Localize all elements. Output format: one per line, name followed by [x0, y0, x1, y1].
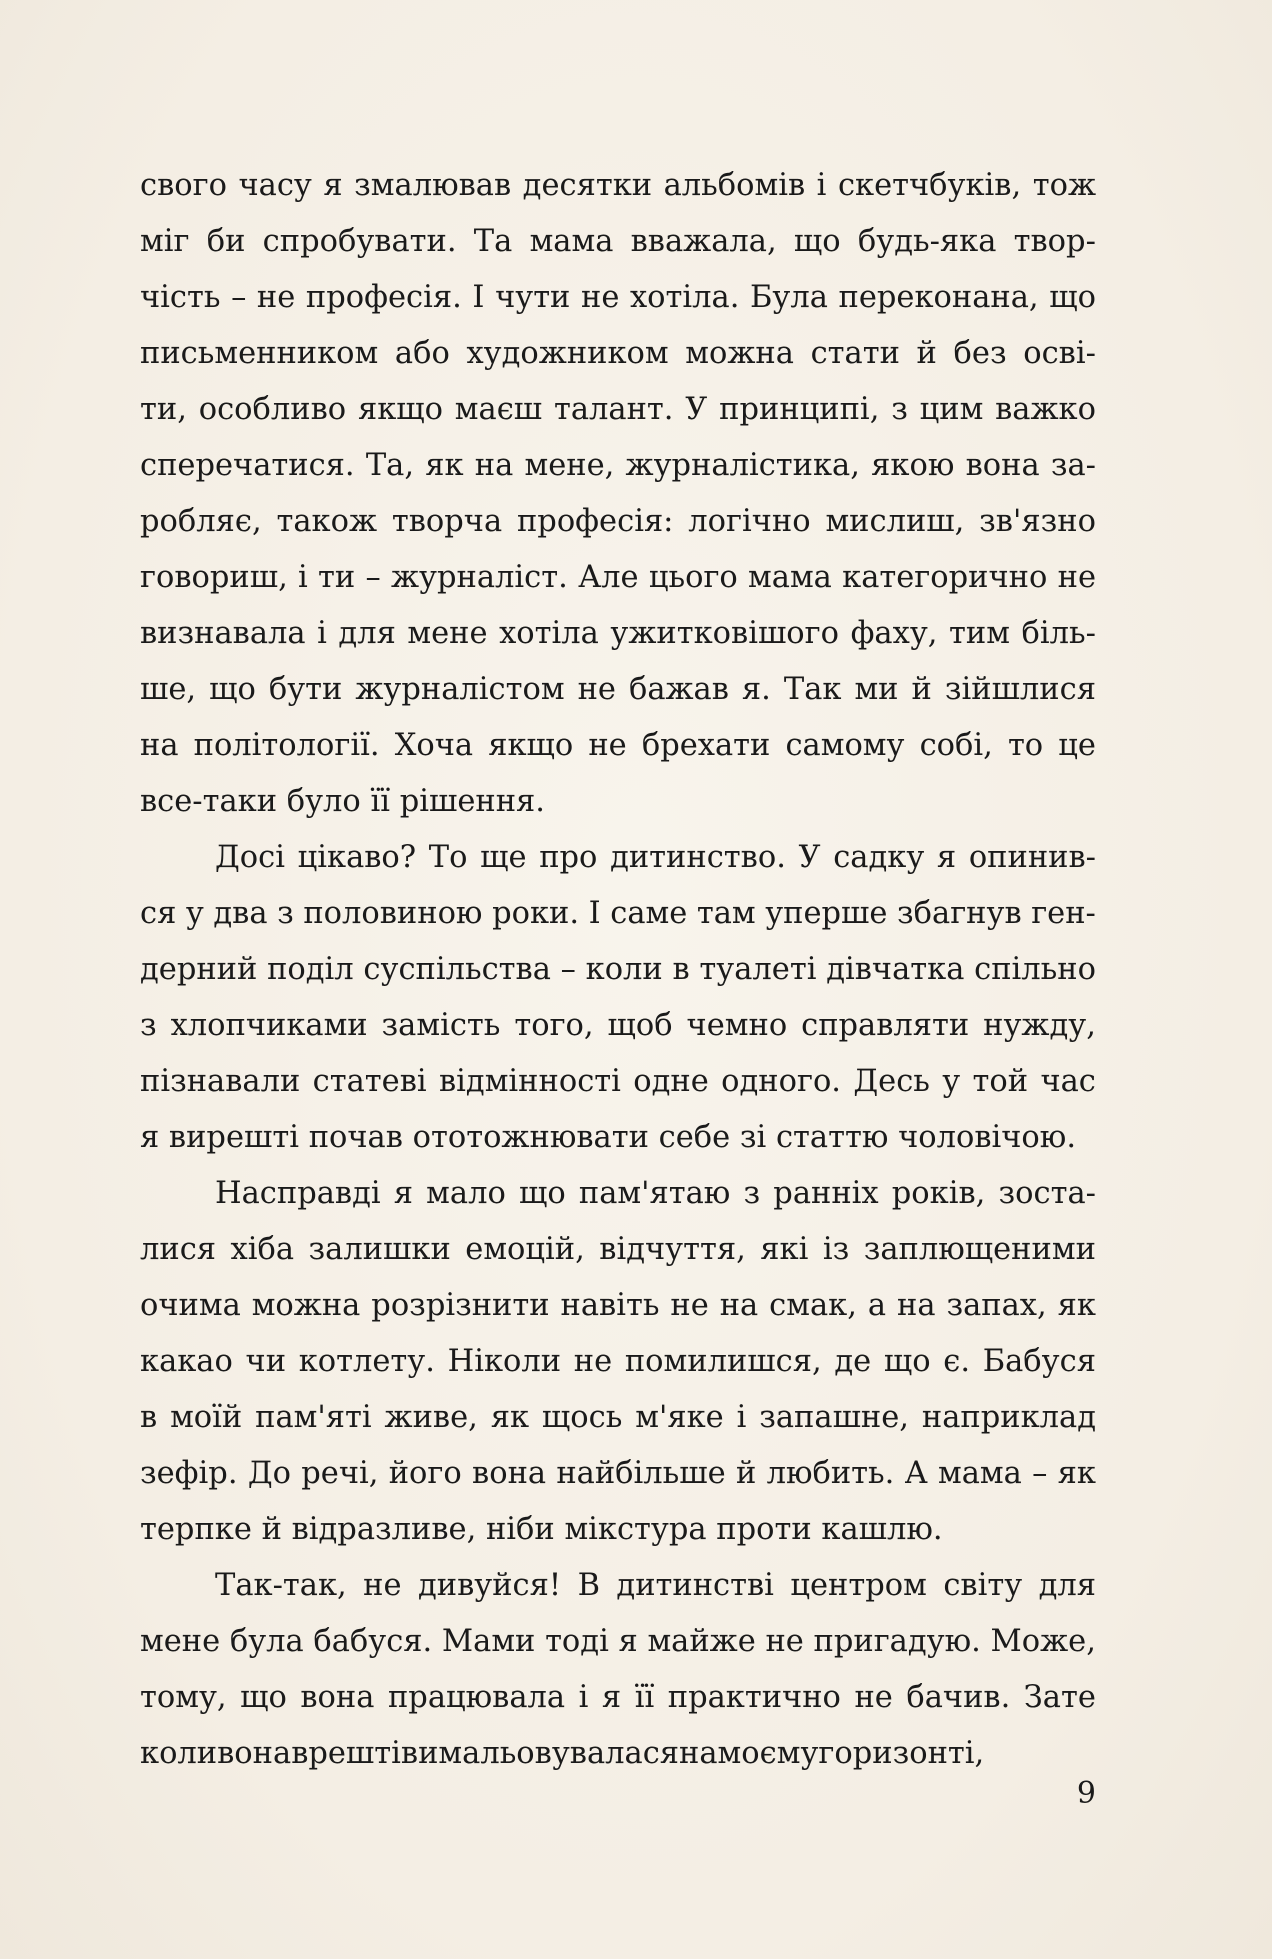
word: моїй	[170, 1400, 243, 1435]
word: збагнув	[897, 896, 1022, 931]
word: можна	[251, 1288, 361, 1323]
word: –	[365, 560, 381, 595]
word: мало	[426, 1176, 506, 1211]
text-line	[140, 1502, 1096, 1558]
word: ти,	[140, 392, 187, 427]
word: це	[1058, 728, 1096, 763]
word: дитинство.	[610, 840, 786, 875]
word: речі,	[301, 1456, 379, 1491]
word: У	[798, 840, 821, 875]
word: суспільства	[363, 952, 551, 987]
word: як	[1057, 1456, 1096, 1491]
text-line	[140, 1278, 1096, 1334]
text-line	[140, 1222, 1096, 1278]
word: вважала,	[630, 224, 777, 259]
word: вона	[472, 1456, 547, 1491]
word: емоцій,	[465, 1232, 585, 1267]
word: дерний	[140, 952, 258, 987]
word: й	[735, 1456, 757, 1491]
word: Була	[750, 280, 828, 315]
word: нужду,	[983, 1008, 1096, 1043]
word: бачив.	[906, 1680, 1011, 1715]
word: про	[539, 840, 598, 875]
word: бути	[268, 672, 343, 707]
word: –	[231, 280, 247, 315]
word: осві-	[1023, 336, 1096, 371]
word: не	[580, 280, 620, 315]
word: Насправді	[215, 1176, 381, 1211]
word: вона	[965, 448, 1040, 483]
word: горизонті,	[818, 1736, 985, 1771]
word: або	[394, 336, 450, 371]
word: як	[490, 1400, 530, 1435]
text-line	[140, 270, 1096, 326]
word: лися	[140, 1232, 217, 1267]
word: Досі	[215, 840, 285, 875]
word: У	[685, 392, 708, 427]
paragraph	[140, 158, 1096, 830]
word: твор-	[1013, 224, 1096, 259]
word: брехати	[641, 728, 771, 763]
word: мене	[407, 616, 488, 651]
word: Так-так,	[215, 1568, 347, 1603]
word: спільно	[974, 952, 1096, 987]
word: на	[474, 448, 514, 483]
word: запашне,	[759, 1400, 909, 1435]
text-line	[140, 382, 1096, 438]
word: логічно	[688, 504, 811, 539]
word: цього	[648, 560, 738, 595]
word: що	[1049, 280, 1096, 315]
word: той	[972, 1064, 1029, 1099]
word: якою	[871, 448, 955, 483]
word: терпке й відразливе, ніби мікстура проти кашлю.	[140, 1512, 943, 1547]
word: наприклад	[921, 1400, 1096, 1435]
word: чи	[245, 1344, 287, 1379]
text-line	[140, 1670, 1096, 1726]
word: Зате	[1023, 1680, 1096, 1715]
word: говориш,	[140, 560, 288, 595]
word: талант.	[553, 392, 674, 427]
word: з	[743, 1176, 761, 1211]
word: що	[518, 1176, 566, 1211]
word: що	[240, 1680, 287, 1715]
word: Бабуся	[982, 1344, 1096, 1379]
word: тому,	[140, 1680, 227, 1715]
word: принципі,	[719, 392, 880, 427]
word: журналістика,	[625, 448, 860, 483]
word: його	[388, 1456, 462, 1491]
text-line	[140, 830, 1096, 886]
word: я	[601, 1680, 622, 1715]
word: сперечатися.	[140, 448, 355, 483]
page-number: 9	[1076, 1776, 1096, 1811]
word: мислиш,	[825, 504, 965, 539]
word: коли	[585, 952, 663, 987]
word: центром	[790, 1568, 927, 1603]
word: ген-	[1031, 896, 1096, 931]
word: Та	[473, 224, 513, 259]
word: зоста-	[998, 1176, 1096, 1211]
word: категорично	[842, 560, 1048, 595]
word: найбільше	[556, 1456, 726, 1491]
text-line	[140, 550, 1096, 606]
word: помилишся,	[624, 1344, 822, 1379]
word: розрізнити	[371, 1288, 550, 1323]
word: любить.	[766, 1456, 895, 1491]
text-line	[140, 998, 1096, 1054]
word: –	[560, 952, 576, 987]
word: пізнавали	[140, 1064, 301, 1099]
word: за-	[1050, 448, 1096, 483]
word: якщо	[488, 728, 574, 763]
word: можна	[685, 336, 794, 371]
word: чути	[495, 280, 571, 315]
word: ти	[318, 560, 356, 595]
word: тоді	[545, 1624, 609, 1659]
word: бажав	[628, 672, 729, 707]
word: какао	[140, 1344, 233, 1379]
word: м'яке	[635, 1400, 724, 1435]
text-line	[140, 1054, 1096, 1110]
word: і	[298, 560, 308, 595]
word: якщо	[357, 392, 443, 427]
word: поділ	[267, 952, 354, 987]
word: –	[1032, 1456, 1048, 1491]
word: на	[896, 1288, 936, 1323]
word: міг	[140, 224, 190, 259]
word: навіть	[560, 1288, 660, 1323]
text-line	[140, 438, 1096, 494]
word: де	[834, 1344, 872, 1379]
word: в	[140, 1400, 158, 1435]
word: одного.	[721, 1064, 841, 1099]
word: хлопчиками	[170, 1008, 368, 1043]
word: художником	[466, 336, 669, 371]
word: часу	[238, 168, 312, 203]
word: що	[883, 1344, 931, 1379]
text-line	[140, 718, 1096, 774]
text-line	[140, 1614, 1096, 1670]
word: Ніколи	[447, 1344, 562, 1379]
word: ранніх	[773, 1176, 879, 1211]
word: світу	[943, 1568, 1023, 1603]
word: вимальовувалася	[400, 1736, 680, 1771]
word: коли	[140, 1736, 218, 1771]
word: фаху,	[850, 616, 938, 651]
word: мама	[938, 1456, 1022, 1491]
word: час	[1040, 1064, 1096, 1099]
text-line	[140, 1446, 1096, 1502]
word: Та,	[365, 448, 415, 483]
word: чемно	[686, 1008, 788, 1043]
text-line	[140, 774, 1096, 830]
word: справляти	[801, 1008, 970, 1043]
word: не	[588, 728, 627, 763]
word: скетчбуків,	[837, 168, 1022, 203]
word: І	[588, 896, 601, 931]
word: які	[760, 1232, 809, 1267]
word: переконана,	[838, 280, 1039, 315]
word: живе,	[384, 1400, 478, 1435]
word: у	[185, 896, 204, 931]
word: там	[696, 896, 756, 931]
word: років,	[891, 1176, 986, 1211]
word: не	[256, 280, 296, 315]
text-line	[140, 1166, 1096, 1222]
word: хіба	[230, 1232, 295, 1267]
word: самому	[785, 728, 905, 763]
word: стати	[810, 336, 900, 371]
text-line	[140, 1726, 1096, 1782]
word: відмінності	[438, 1064, 621, 1099]
word: політології.	[193, 728, 380, 763]
word: врешті	[291, 1736, 401, 1771]
word: би	[206, 224, 246, 259]
word: То	[428, 840, 468, 875]
word: з	[891, 392, 908, 427]
word: залишки	[308, 1232, 451, 1267]
word: робляє,	[140, 504, 262, 539]
word: десятки	[522, 168, 653, 203]
word: на	[140, 728, 179, 763]
word: спробувати.	[262, 224, 457, 259]
word: письменником	[140, 336, 379, 371]
word: будь-яка	[857, 224, 997, 259]
word: я.	[741, 672, 771, 707]
word: я вирешті почав ототожнювати себе зі статтю чоловічою.	[140, 1120, 1077, 1155]
word: на	[719, 1288, 759, 1323]
text-line	[140, 494, 1096, 550]
word: свого	[140, 168, 227, 203]
word: працювала	[387, 1680, 566, 1715]
word: не	[573, 1344, 613, 1379]
paragraph	[140, 830, 1096, 1166]
word: мама	[529, 224, 614, 259]
word: все-таки було її рішення.	[140, 784, 545, 819]
word: творча	[391, 504, 503, 539]
word: А	[904, 1456, 928, 1491]
word: без	[953, 336, 1007, 371]
text-line	[140, 158, 1096, 214]
word: була	[229, 1624, 304, 1659]
word: туалеті	[699, 952, 817, 987]
word: мама	[748, 560, 832, 595]
word: біль-	[1021, 616, 1096, 651]
word: журналіст.	[391, 560, 568, 595]
word: того,	[514, 1008, 594, 1043]
word: я	[323, 168, 343, 203]
word: Так	[783, 672, 842, 707]
word: уперше	[765, 896, 888, 931]
word: дивуйся!	[417, 1568, 562, 1603]
word: не	[670, 1288, 709, 1323]
word: Хоча	[394, 728, 474, 763]
word: практично	[667, 1680, 841, 1715]
text-line	[140, 606, 1096, 662]
word: визнавала	[140, 616, 306, 651]
word: важко	[995, 392, 1096, 427]
word: відчуття,	[599, 1232, 746, 1267]
word: цим	[919, 392, 984, 427]
word: то	[1007, 728, 1044, 763]
word: саме	[610, 896, 688, 931]
word: і	[317, 616, 327, 651]
word: ми	[854, 672, 899, 707]
word: тим	[949, 616, 1010, 651]
word: щось	[541, 1400, 623, 1435]
text-line	[140, 886, 1096, 942]
word: опинив-	[968, 840, 1096, 875]
text-line	[140, 662, 1096, 718]
word: журналістом	[355, 672, 565, 707]
word: для	[338, 616, 396, 651]
word: статеві	[312, 1064, 427, 1099]
word: не	[577, 672, 616, 707]
word: майже	[647, 1624, 756, 1659]
paragraph	[140, 1166, 1096, 1558]
word: у	[942, 1064, 961, 1099]
word: маєш	[454, 392, 543, 427]
word: змалював	[354, 168, 512, 203]
word: мене,	[524, 448, 615, 483]
word: зефір.	[140, 1456, 238, 1491]
word: як	[1057, 1288, 1096, 1323]
word: і	[736, 1400, 747, 1435]
word: роки.	[492, 896, 580, 931]
word: хотіла	[499, 616, 599, 651]
word: До	[247, 1456, 291, 1491]
word: пам'ятаю	[578, 1176, 731, 1211]
word: Але	[578, 560, 639, 595]
word: ше,	[140, 672, 197, 707]
word: одне	[633, 1064, 709, 1099]
word: запах,	[946, 1288, 1047, 1323]
word: я	[936, 840, 957, 875]
word: щоб	[607, 1008, 673, 1043]
paragraph	[140, 1558, 1096, 1782]
word: й	[911, 672, 932, 707]
word: котлету.	[298, 1344, 435, 1379]
text-line	[140, 1558, 1096, 1614]
word: смак,	[769, 1288, 857, 1323]
word: я	[618, 1624, 638, 1659]
text-line	[140, 1334, 1096, 1390]
word: пригадую.	[813, 1624, 981, 1659]
word: заплющеними	[863, 1232, 1096, 1267]
word: її	[634, 1680, 655, 1715]
word: пам'яті	[255, 1400, 372, 1435]
word: що	[793, 224, 841, 259]
word: не	[854, 1680, 893, 1715]
word: І	[472, 280, 485, 315]
word: зв'язно	[979, 504, 1096, 539]
word: не	[363, 1568, 402, 1603]
word: й	[916, 336, 937, 371]
word: половиною	[303, 896, 483, 931]
word: і	[578, 1680, 589, 1715]
word: в	[672, 952, 690, 987]
word: дитинстві	[616, 1568, 774, 1603]
word: хотіла.	[629, 280, 740, 315]
word: зійшлися	[944, 672, 1096, 707]
text-line	[140, 326, 1096, 382]
text-line	[140, 942, 1096, 998]
word: замість	[381, 1008, 501, 1043]
word: собі,	[919, 728, 993, 763]
word: В	[577, 1568, 600, 1603]
word: чість	[140, 280, 221, 315]
word: бабуся.	[313, 1624, 433, 1659]
word: також	[276, 504, 378, 539]
word: із	[822, 1232, 850, 1267]
word: мене	[140, 1624, 221, 1659]
word: альбомів	[663, 168, 806, 203]
word: професія.	[305, 280, 462, 315]
word: для	[1038, 1568, 1096, 1603]
body-text	[140, 158, 1096, 1782]
word: Може,	[990, 1624, 1096, 1659]
word: на	[679, 1736, 718, 1771]
word: професія:	[516, 504, 674, 539]
word: очима	[140, 1288, 241, 1323]
word: цікаво?	[297, 840, 417, 875]
word: я	[393, 1176, 414, 1211]
word: Десь	[853, 1064, 930, 1099]
word: є.	[943, 1344, 971, 1379]
word: не	[765, 1624, 804, 1659]
text-line	[140, 214, 1096, 270]
word: ужитковішого	[610, 616, 840, 651]
word: що	[209, 672, 256, 707]
word: моєму	[717, 1736, 819, 1771]
word: і	[816, 168, 827, 203]
word: ще	[480, 840, 527, 875]
word: вона	[300, 1680, 375, 1715]
word: вона	[217, 1736, 292, 1771]
word: з	[277, 896, 294, 931]
word: дівчатка	[826, 952, 965, 987]
word: садку	[833, 840, 925, 875]
text-line	[140, 1390, 1096, 1446]
word: ся	[140, 896, 177, 931]
word: два	[213, 896, 268, 931]
word: особливо	[198, 392, 347, 427]
text-line	[140, 1110, 1096, 1166]
word: Мами	[441, 1624, 536, 1659]
word: не	[1057, 560, 1096, 595]
word: тож	[1032, 168, 1096, 203]
word: з	[140, 1008, 157, 1043]
word: як	[425, 448, 464, 483]
word: а	[867, 1288, 887, 1323]
